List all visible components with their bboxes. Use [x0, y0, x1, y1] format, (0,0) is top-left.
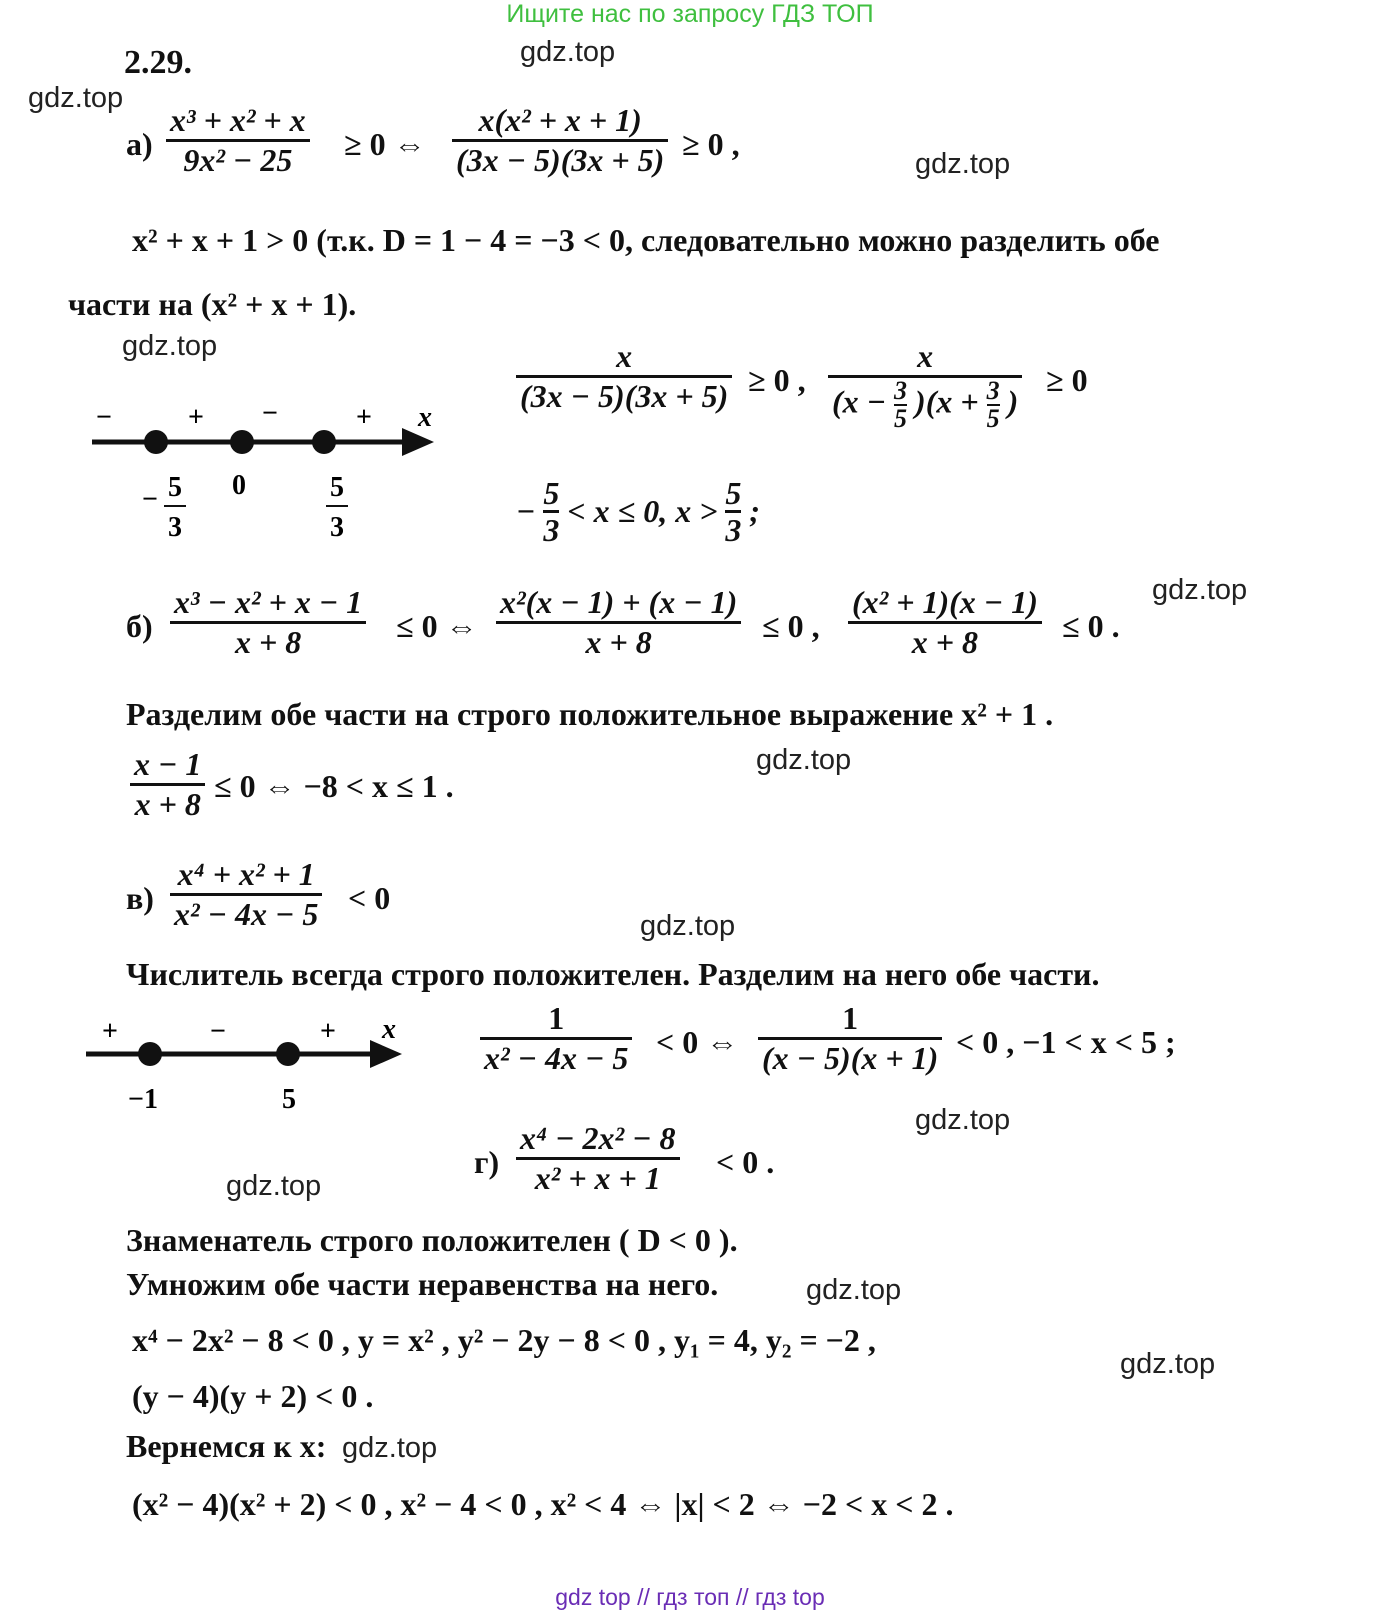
- part-g-relation-1: < 0 .: [716, 1144, 775, 1180]
- axis-label: 3: [330, 512, 344, 543]
- watermark: gdz.top: [122, 330, 218, 362]
- part-a-note-line-2: части на (x² + x + 1).: [68, 286, 357, 322]
- axis-sign: −: [96, 402, 112, 433]
- axis-sign: +: [102, 1016, 118, 1047]
- part-a-relation-3: ≥ 0 ,: [748, 362, 806, 398]
- axis-point: [230, 430, 254, 454]
- part-b-fraction-2: $\frac{\text{x²(x − 1) + (x − 1)}}{x + 8}$: [496, 584, 741, 661]
- watermark: gdz.top: [915, 1104, 1011, 1136]
- part-b-note: Разделим обе части на строго положительное выражение x² + 1 .: [126, 696, 1054, 732]
- part-g-note-3: Вернемся к x:: [126, 1428, 327, 1464]
- part-v-relation-2: < 0 ⇔: [656, 1024, 739, 1060]
- axis-label: −1: [128, 1084, 158, 1115]
- part-a-note-line-1: x² + x + 1 > 0 (т.к. D = 1 − 4 = −3 < 0, следовательно можно разделить обе: [132, 222, 1160, 258]
- footer: gdz top // гдз топ // гдз top: [555, 1584, 825, 1610]
- part-a-answer: − $\frac{5}{3}$ < x ≤ 0, x > $\frac{5}{3}$ ;: [516, 475, 761, 548]
- watermark: gdz.top: [342, 1432, 438, 1464]
- part-g-line-1: x⁴ − 2x² − 8 < 0 , y = x² , y² − 2y − 8 < 0 , y₁ = 4, y₂ = −2 ,: [132, 1322, 876, 1358]
- axis-sign: −: [210, 1016, 226, 1047]
- part-v-number-line: [80, 1010, 420, 1120]
- axis-variable: x: [382, 1014, 396, 1045]
- part-a-relation-4: ≥ 0: [1046, 362, 1088, 398]
- part-b-relation-4: ≤ 0 ⇔ −8 < x ≤ 1 .: [214, 768, 454, 804]
- part-g-note-1: Знаменатель строго положителен ( D < 0 ).: [126, 1222, 738, 1258]
- axis-point: [138, 1042, 162, 1066]
- part-v-fraction-3: $\frac{1}{(x - 5)(x + 1)}$: [758, 1000, 942, 1077]
- axis-sign: +: [356, 402, 372, 433]
- watermark: gdz.top: [806, 1274, 902, 1306]
- part-v-relation-1: < 0: [348, 880, 391, 916]
- part-b-fraction-4: $\frac{x - 1}{x + 8}$: [130, 746, 205, 823]
- part-g-line-2: (y − 4)(y + 2) < 0 .: [132, 1378, 374, 1414]
- part-a-fraction-1: $\frac{\text{x³ + x² + x}}{\text{9x² − 25}}$: [166, 102, 310, 179]
- part-a-relation-2: ≥ 0 ,: [682, 126, 740, 162]
- part-g-note-2: Умножим обе части неравенства на него.: [126, 1266, 719, 1302]
- axis-point: [276, 1042, 300, 1066]
- part-b-relation-2: ≤ 0 ,: [762, 608, 820, 644]
- axis-sign: +: [188, 402, 204, 433]
- watermark: gdz.top: [28, 82, 124, 114]
- part-a-fraction-2: $\frac{\text{x(x² + x + 1)}}{(3x - 5)(3x + 5)}$: [452, 102, 668, 179]
- axis-sign: −: [262, 398, 278, 429]
- axis-variable: x: [418, 402, 432, 433]
- part-g-fraction-1: $\frac{\text{x⁴ − 2x² − 8}}{\text{x² + x + 1}}$: [516, 1120, 680, 1197]
- axis-label: 3: [168, 512, 182, 543]
- axis-point: [312, 430, 336, 454]
- problem-number: 2.29.: [124, 44, 192, 81]
- part-b-fraction-1: $\frac{\text{x³ − x² + x − 1}}{x + 8}$: [170, 584, 366, 661]
- part-g-label: г): [474, 1144, 500, 1180]
- part-b-relation-3: ≤ 0 .: [1062, 608, 1120, 644]
- part-v-relation-3: < 0 , −1 < x < 5 ;: [956, 1024, 1176, 1060]
- part-v-note: Числитель всегда строго положителен. Разделим на него обе части.: [126, 956, 1100, 992]
- part-b-relation-1: ≤ 0 ⇔: [396, 608, 478, 644]
- axis-label: −: [142, 484, 158, 515]
- axis-label: 5: [168, 472, 182, 503]
- axis-label: 0: [232, 470, 246, 501]
- watermark: gdz.top: [1152, 574, 1248, 606]
- part-a-fraction-3: $\frac{x}{(3x - 5)(3x + 5)}$: [516, 338, 732, 415]
- part-v-label: в): [126, 880, 154, 916]
- watermark: gdz.top: [640, 910, 736, 942]
- part-b-fraction-3: $\frac{\text{(x² + 1)(x − 1)}}{x + 8}$: [848, 584, 1042, 661]
- axis-sign: +: [320, 1016, 336, 1047]
- axis-point: [144, 430, 168, 454]
- part-a-fraction-4: x (x − $\frac{3}{5}$ )(x + $\frac{3}{5}$ ): [828, 338, 1022, 432]
- watermark: gdz.top: [226, 1170, 322, 1202]
- watermark: gdz.top: [1120, 1348, 1216, 1380]
- axis-label: 5: [282, 1084, 296, 1115]
- part-v-fraction-1: $\frac{\text{x⁴ + x² + 1}}{\text{x² − 4x − 5}}$: [170, 856, 322, 933]
- part-g-line-3: (x² − 4)(x² + 2) < 0 , x² − 4 < 0 , x² < 4 ⇔ |x| < 2 ⇔ −2 < x < 2 .: [132, 1486, 954, 1522]
- part-a-number-line: [84, 396, 454, 556]
- part-a-label: а): [126, 126, 153, 162]
- watermark: gdz.top: [756, 744, 852, 776]
- part-a-relation-1: ≥ 0 ⇔: [344, 126, 426, 162]
- axis-label: 5: [330, 472, 344, 503]
- part-v-fraction-2: $\frac{1}{\text{x² − 4x − 5}}$: [480, 1000, 632, 1077]
- top-banner: Ищите нас по запросу ГДЗ ТОП: [506, 0, 874, 28]
- watermark: gdz.top: [915, 148, 1011, 180]
- part-b-label: б): [126, 608, 153, 644]
- watermark: gdz.top: [520, 36, 616, 68]
